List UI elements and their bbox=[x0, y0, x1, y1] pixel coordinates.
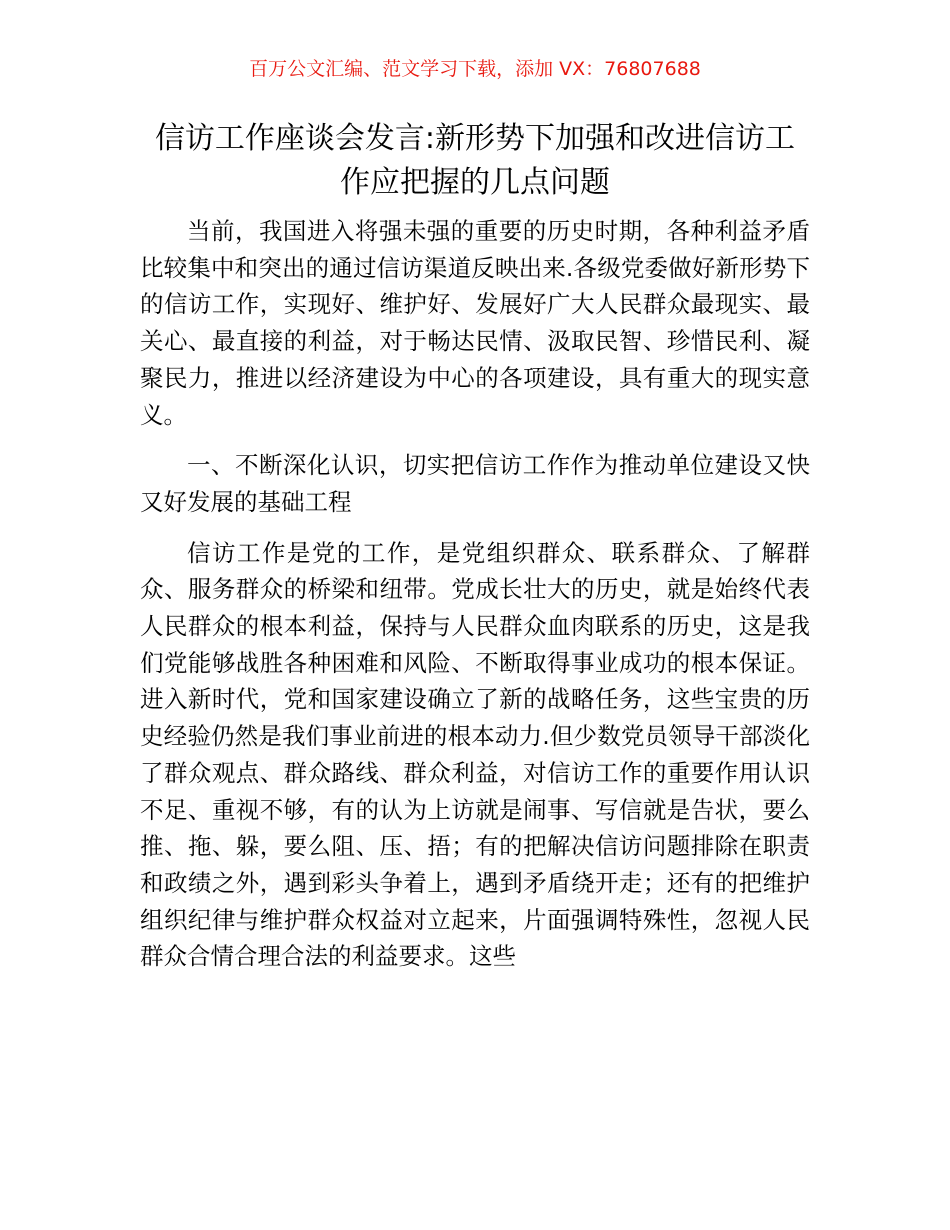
section-heading-1: 一、不断深化认识，切实把信访工作作为推动单位建设又快又好发展的基础工程 bbox=[140, 451, 810, 516]
document-body bbox=[140, 213, 810, 989]
paragraph-intro: 当前，我国进入将强未强的重要的历史时期，各种利益矛盾比较集中和突出的通过信访渠道反映出来.各级党委做好新形势下的信访工作，实现好、维护好、发展好广大人民群众最现实、最关心、最直接的利益，对于畅达民情、汲取民智、珍惜民利、凝聚民力，推进以经济建设为中心的各项建设，具有重大的现实意义。 bbox=[140, 217, 810, 429]
paragraph-section-1: 信访工作是党的工作，是党组织群众、联系群众、了解群众、服务群众的桥梁和纽带。党成长壮大的历史，就是始终代表人民群众的根本利益，保持与人民群众血肉联系的历史，这是我们党能够战胜各种困难和风险、不断取得事业成功的根本保证。进入新时代，党和国家建设确立了新的战略任务，这些宝贵的历史经验仍然是我们事业前进的根本动力.但少数党员领导干部淡化了群众观点、群众路线、群众利益，对信访工作的重要作用认识不足、重视不够，有的认为上访就是闹事、写信就是告状，要么推、拖、躲，要么阻、压、捂；有的把解决信访问题排除在职责和政绩之外，遇到彩头争着上，遇到矛盾绕开走；还有的把维护组织纪律与维护群众权益对立起来，片面强调特殊性，忽视人民群众合情合理合法的利益要求。这些 bbox=[140, 538, 810, 971]
download-notice: 百万公文汇编、范文学习下载，添加 VX：76807688 bbox=[249, 58, 701, 80]
document-title: 信访工作座谈会发言:新形势下加强和改进信访工作应把握的几点问题 bbox=[154, 121, 796, 200]
